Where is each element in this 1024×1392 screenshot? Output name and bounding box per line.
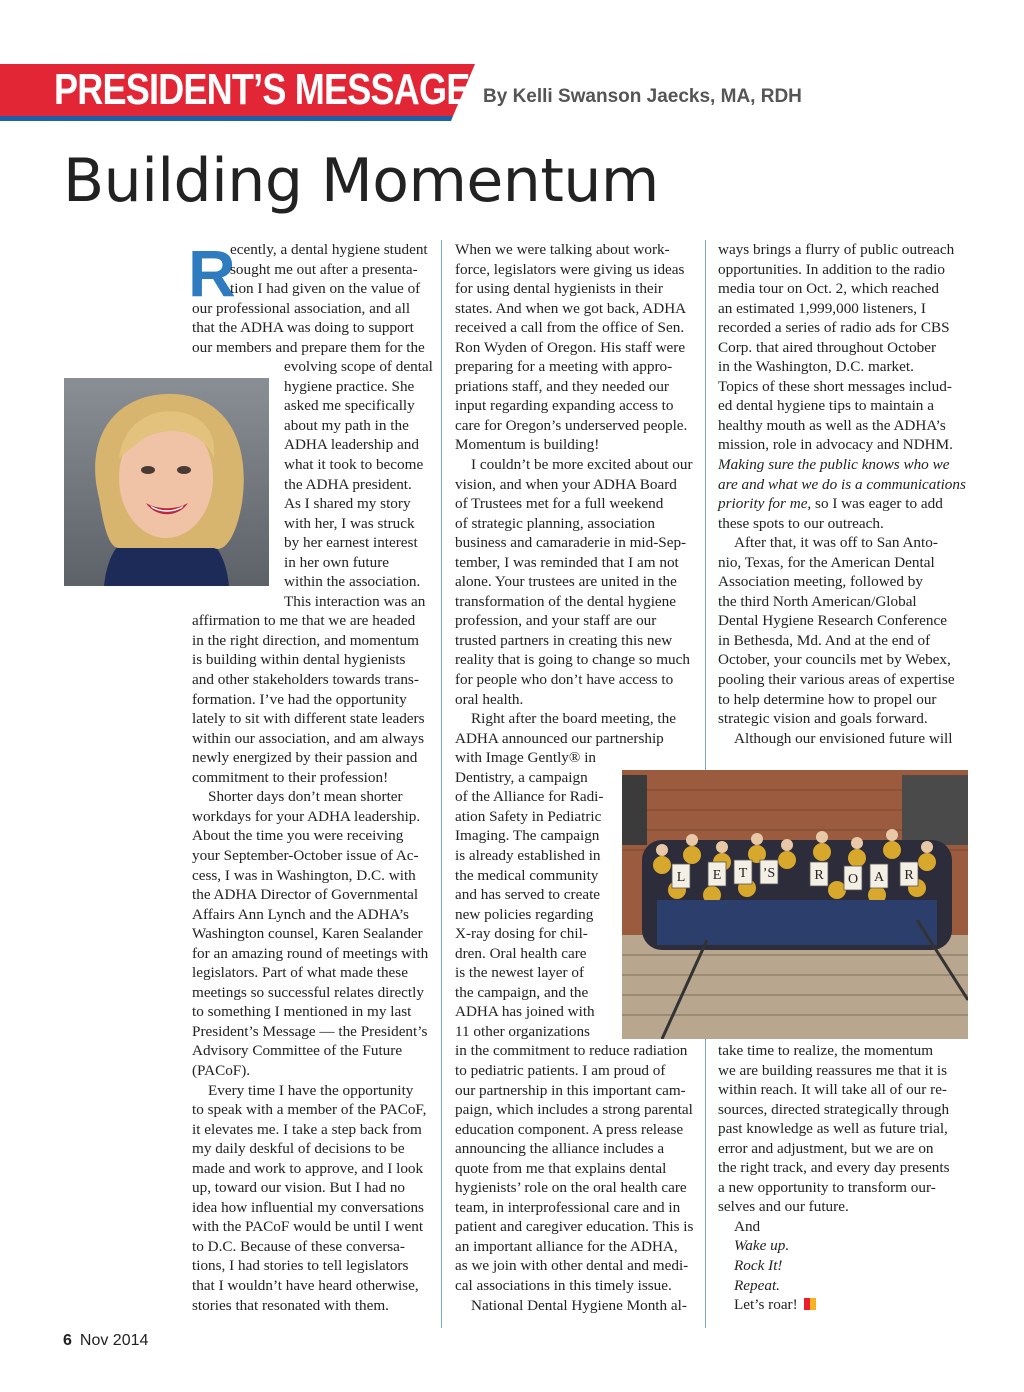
text-line: Association meeting, followed by bbox=[718, 573, 923, 591]
text-line: (PACoF). bbox=[192, 1061, 251, 1079]
text-line: within the association. bbox=[284, 573, 421, 591]
text-line: Right after the board meeting, the bbox=[471, 710, 676, 728]
text-line: National Dental Hygiene Month al- bbox=[471, 1296, 687, 1314]
text-line bbox=[718, 494, 963, 514]
text-line: 11 other organizations bbox=[455, 1022, 590, 1040]
text-line: with her, I was struck bbox=[284, 514, 415, 532]
text-line: the ADHA Director of Governmental bbox=[192, 886, 419, 904]
text-line: to pediatric patients. I am proud of bbox=[455, 1061, 666, 1079]
text-line: profession, and your staff are our bbox=[455, 612, 657, 630]
sign-letter: ’S bbox=[762, 866, 776, 881]
sign-letter: A bbox=[873, 870, 885, 885]
italic-phrase: priority for me, bbox=[718, 495, 812, 513]
text-line: with the PACoF would be until I went bbox=[192, 1218, 424, 1236]
text-line: opportunities. In addition to the radio bbox=[718, 260, 945, 278]
text-line: pooling their various areas of expertise bbox=[718, 671, 955, 689]
text-line: is already established in bbox=[455, 846, 601, 864]
text-line: Wake up. bbox=[734, 1237, 790, 1255]
text-line: hygienists’ role on the oral health care bbox=[455, 1179, 687, 1197]
text-line: Although our envisioned future will bbox=[734, 729, 953, 747]
text-line: Shorter days don’t mean shorter bbox=[208, 788, 403, 806]
column-rule bbox=[441, 240, 442, 1328]
text-line: President’s Message — the President’s bbox=[192, 1022, 428, 1040]
text-line: tion I had given on the value of bbox=[230, 280, 421, 298]
text-line: Affairs Ann Lynch and the ADHA’s bbox=[192, 905, 409, 923]
text-line bbox=[718, 1295, 963, 1315]
text-line: asked me specifically bbox=[284, 397, 415, 415]
text-line: the right track, and every day presents bbox=[718, 1159, 950, 1177]
text-line: trusted partners in creating this new bbox=[455, 631, 673, 649]
text-line: recorded a series of radio ads for CBS bbox=[718, 319, 950, 337]
text-line: Rock It! bbox=[734, 1257, 783, 1275]
article-column-3 bbox=[718, 240, 966, 748]
text-line: our partnership in this important cam- bbox=[455, 1081, 686, 1099]
text-line: what it took to become bbox=[284, 456, 424, 474]
text-line: paign, which includes a strong parental bbox=[455, 1101, 693, 1119]
text-line: dren. Oral health care bbox=[455, 944, 587, 962]
text-line: to help determine how to propel our bbox=[718, 690, 937, 708]
text-line: that I wouldn’t have heard otherwise, bbox=[192, 1276, 419, 1294]
text-line: announcing the alliance includes a bbox=[455, 1140, 665, 1158]
text-line: by her earnest interest bbox=[284, 534, 418, 552]
text-line: After that, it was off to San Anto- bbox=[734, 534, 938, 552]
text-line: evolving scope of dental bbox=[284, 358, 433, 376]
text-line: preparing for a meeting with appro- bbox=[455, 358, 673, 376]
text-line: When we were talking about work- bbox=[455, 241, 670, 258]
text-line: education component. A press release bbox=[455, 1120, 684, 1138]
text-line: with Image Gently® in bbox=[455, 749, 597, 767]
sign-letter: E bbox=[712, 868, 722, 883]
text-line: commitment to their profession! bbox=[192, 768, 389, 786]
text-line: for people who don’t have access to bbox=[455, 671, 674, 689]
article-title: Building Momentum bbox=[63, 146, 659, 216]
text-line: for an amazing round of meetings with bbox=[192, 944, 429, 962]
text-line: of strategic planning, association bbox=[455, 514, 655, 532]
page-folio bbox=[63, 1332, 148, 1350]
text-line: legislators. Part of what made these bbox=[192, 964, 408, 982]
text-line: to speak with a member of the PACoF, bbox=[192, 1101, 427, 1119]
text-line: states. And when we got back, ADHA bbox=[455, 299, 687, 317]
text-line: are and what we do is a communications bbox=[718, 475, 966, 493]
text-line: in the right direction, and momentum bbox=[192, 631, 419, 649]
text-line: business and camaraderie in mid-Sep- bbox=[455, 534, 687, 552]
text-line: Dentistry, a campaign bbox=[455, 768, 588, 786]
text-line: strategic vision and goals forward. bbox=[718, 710, 928, 728]
sign-letter: O bbox=[847, 872, 859, 887]
text-line: alone. Your trustees are united in the bbox=[455, 573, 677, 591]
text-line: of Trustees met for a full weekend bbox=[455, 495, 664, 513]
text-line: selves and our future. bbox=[718, 1198, 849, 1216]
text-line: about my path in the bbox=[284, 416, 409, 434]
text-line: cess, I was in Washington, D.C. with bbox=[192, 866, 416, 884]
text-line: As I shared my story bbox=[284, 495, 411, 513]
text-line: made and work to approve, and I look bbox=[192, 1159, 424, 1177]
text-line: formation. I’ve had the opportunity bbox=[192, 690, 407, 708]
text-line: an estimated 1,999,000 listeners, I bbox=[718, 299, 926, 317]
text-line: meetings so successful relates directly bbox=[192, 983, 424, 1001]
text-line: vision, and when your ADHA Board bbox=[455, 475, 677, 493]
text-line: lately to sit with different state leaders bbox=[192, 710, 425, 728]
text-line: ed dental hygiene tips to maintain a bbox=[718, 397, 934, 415]
article-column-2 bbox=[455, 240, 698, 1315]
text-line: your September-October issue of Ac- bbox=[192, 846, 419, 864]
text-line: Momentum is building! bbox=[455, 436, 600, 454]
text-line: sought me out after a presenta- bbox=[230, 260, 418, 278]
article-column-3-continued bbox=[718, 1041, 963, 1315]
sign-letter: L bbox=[676, 870, 686, 885]
text-line: to D.C. Because of these conversa- bbox=[192, 1237, 405, 1255]
sign-letter: R bbox=[904, 868, 914, 883]
text-line: in the commitment to reduce radiation bbox=[455, 1042, 688, 1060]
text-line: About the time you were receiving bbox=[192, 827, 404, 845]
text-line: new policies regarding bbox=[455, 905, 594, 923]
text-line: reality that is going to change so much bbox=[455, 651, 690, 669]
text-line: Washington counsel, Karen Sealander bbox=[192, 925, 423, 943]
text-line: priations staff, and they needed our bbox=[455, 377, 669, 395]
article-column-1 bbox=[192, 240, 434, 1315]
paragraph bbox=[192, 240, 434, 1315]
text-line: our professional association, and all bbox=[192, 299, 411, 317]
text-line: ADHA leadership and bbox=[284, 436, 419, 454]
text-line: an important alliance for the ADHA, bbox=[455, 1237, 678, 1255]
text-line: tember, I was reminded that I am not bbox=[455, 553, 679, 571]
text-line: tions, I had stories to tell legislators bbox=[192, 1257, 409, 1275]
text-line: the third North American/Global bbox=[718, 592, 917, 610]
text-line: healthy mouth as well as the ADHA’s bbox=[718, 416, 946, 434]
text-line: in the Washington, D.C. market. bbox=[718, 358, 914, 376]
text-line: past knowledge as well as future trial, bbox=[718, 1120, 948, 1138]
text-line: within our association, and am always bbox=[192, 729, 424, 747]
text-line: in her own future bbox=[284, 553, 390, 571]
text-line: patient and caregiver education. This is bbox=[455, 1218, 694, 1236]
text-line: And bbox=[734, 1217, 761, 1235]
text-line: Corp. that aired throughout October bbox=[718, 338, 937, 356]
text-line: to something I mentioned in my last bbox=[192, 1003, 412, 1021]
text-line: a new opportunity to transform our- bbox=[718, 1178, 936, 1196]
sign-letter: R bbox=[814, 868, 824, 883]
text-line: as we join with other dental and medi- bbox=[455, 1257, 689, 1275]
text-line: is the newest layer of bbox=[455, 964, 585, 982]
text-line: the medical community bbox=[455, 866, 599, 884]
text-fragment: so I was eager to add bbox=[811, 495, 943, 513]
text-line: mission, role in advocacy and NDHM. bbox=[718, 436, 953, 454]
text-line: affirmation to me that we are headed bbox=[192, 612, 416, 630]
sign-letter: T bbox=[738, 866, 748, 881]
closing-line: Let’s roar! bbox=[734, 1296, 798, 1314]
text-line: Repeat. bbox=[734, 1276, 780, 1294]
text-line: oral health. bbox=[455, 690, 524, 708]
text-line: workdays for your ADHA leadership. bbox=[192, 807, 421, 825]
text-line: received a call from the office of Sen. bbox=[455, 319, 685, 337]
text-line: transformation of the dental hygiene bbox=[455, 592, 676, 610]
text-line: X-ray dosing for chil- bbox=[455, 925, 588, 943]
issue-date: Nov 2014 bbox=[79, 1332, 149, 1349]
text-line: care for Oregon’s underserved people. bbox=[455, 416, 688, 434]
byline: By Kelli Swanson Jaecks, MA, RDH bbox=[483, 86, 802, 107]
text-line: Every time I have the opportunity bbox=[208, 1081, 414, 1099]
text-line: these spots to our outreach. bbox=[718, 514, 884, 532]
text-line: Ron Wyden of Oregon. His staff were bbox=[455, 338, 686, 356]
text-line: up, toward our vision. But I had no bbox=[192, 1179, 406, 1197]
text-line: within reach. It will take all of our re- bbox=[718, 1081, 947, 1099]
text-line: ADHA has joined with bbox=[455, 1003, 595, 1021]
text-line: Advisory Committee of the Future bbox=[192, 1042, 403, 1060]
text-line: ecently, a dental hygiene student bbox=[230, 241, 428, 258]
text-line: cal associations in this timely issue. bbox=[455, 1276, 672, 1294]
end-mark-icon bbox=[804, 1298, 816, 1310]
text-line: newly energized by their passion and bbox=[192, 749, 418, 767]
text-line: quote from me that explains dental bbox=[455, 1159, 667, 1177]
text-line: for using dental hygienists in their bbox=[455, 280, 663, 298]
text-line: my daily deskful of decisions to be bbox=[192, 1140, 405, 1158]
text-line: in Bethesda, Md. And at the end of bbox=[718, 631, 931, 649]
text-line: Imaging. The campaign bbox=[455, 827, 600, 845]
text-line: we are building reassures me that it is bbox=[718, 1061, 948, 1079]
text-line: ation Safety in Pediatric bbox=[455, 807, 602, 825]
text-line: This interaction was an bbox=[284, 592, 426, 610]
text-line: of the Alliance for Radi- bbox=[455, 788, 604, 806]
text-line: that the ADHA was doing to support bbox=[192, 319, 414, 337]
text-line: our members and prepare them for the bbox=[192, 338, 425, 356]
text-line: I couldn’t be more excited about our bbox=[471, 456, 693, 474]
drop-cap: R bbox=[188, 236, 236, 310]
text-line: ADHA announced our partnership bbox=[455, 729, 664, 747]
text-line: hygiene practice. She bbox=[284, 377, 415, 395]
text-line: ways brings a flurry of public outreach bbox=[718, 241, 955, 258]
section-label: PRESIDENT’S MESSAGE bbox=[54, 65, 470, 114]
text-line: it elevates me. I take a step back from bbox=[192, 1120, 422, 1138]
text-line: October, your councils met by Webex, bbox=[718, 651, 951, 669]
text-line: Topics of these short messages includ- bbox=[718, 377, 952, 395]
text-line: nio, Texas, for the American Dental bbox=[718, 553, 935, 571]
text-line: media tour on Oct. 2, which reached bbox=[718, 280, 939, 298]
text-line: and other stakeholders towards trans- bbox=[192, 671, 419, 689]
text-line: is building within dental hygienists bbox=[192, 651, 406, 669]
text-line: the campaign, and the bbox=[455, 983, 589, 1001]
text-line: idea how influential my conversations bbox=[192, 1198, 424, 1216]
page-number: 6 bbox=[63, 1332, 72, 1349]
text-line: and has served to create bbox=[455, 886, 601, 904]
text-line: Dental Hygiene Research Conference bbox=[718, 612, 947, 630]
text-line: the ADHA president. bbox=[284, 475, 412, 493]
text-line: force, legislators were giving us ideas bbox=[455, 260, 685, 278]
text-line: take time to realize, the momentum bbox=[718, 1042, 934, 1059]
text-line: sources, directed strategically through bbox=[718, 1100, 950, 1118]
text-line: Making sure the public knows who we bbox=[718, 456, 950, 474]
text-line: team, in interprofessional care and in bbox=[455, 1198, 681, 1216]
text-line: input regarding expanding access to bbox=[455, 397, 674, 415]
text-line: error and adjustment, but we are on bbox=[718, 1139, 934, 1157]
text-line: stories that resonated with them. bbox=[192, 1296, 389, 1314]
